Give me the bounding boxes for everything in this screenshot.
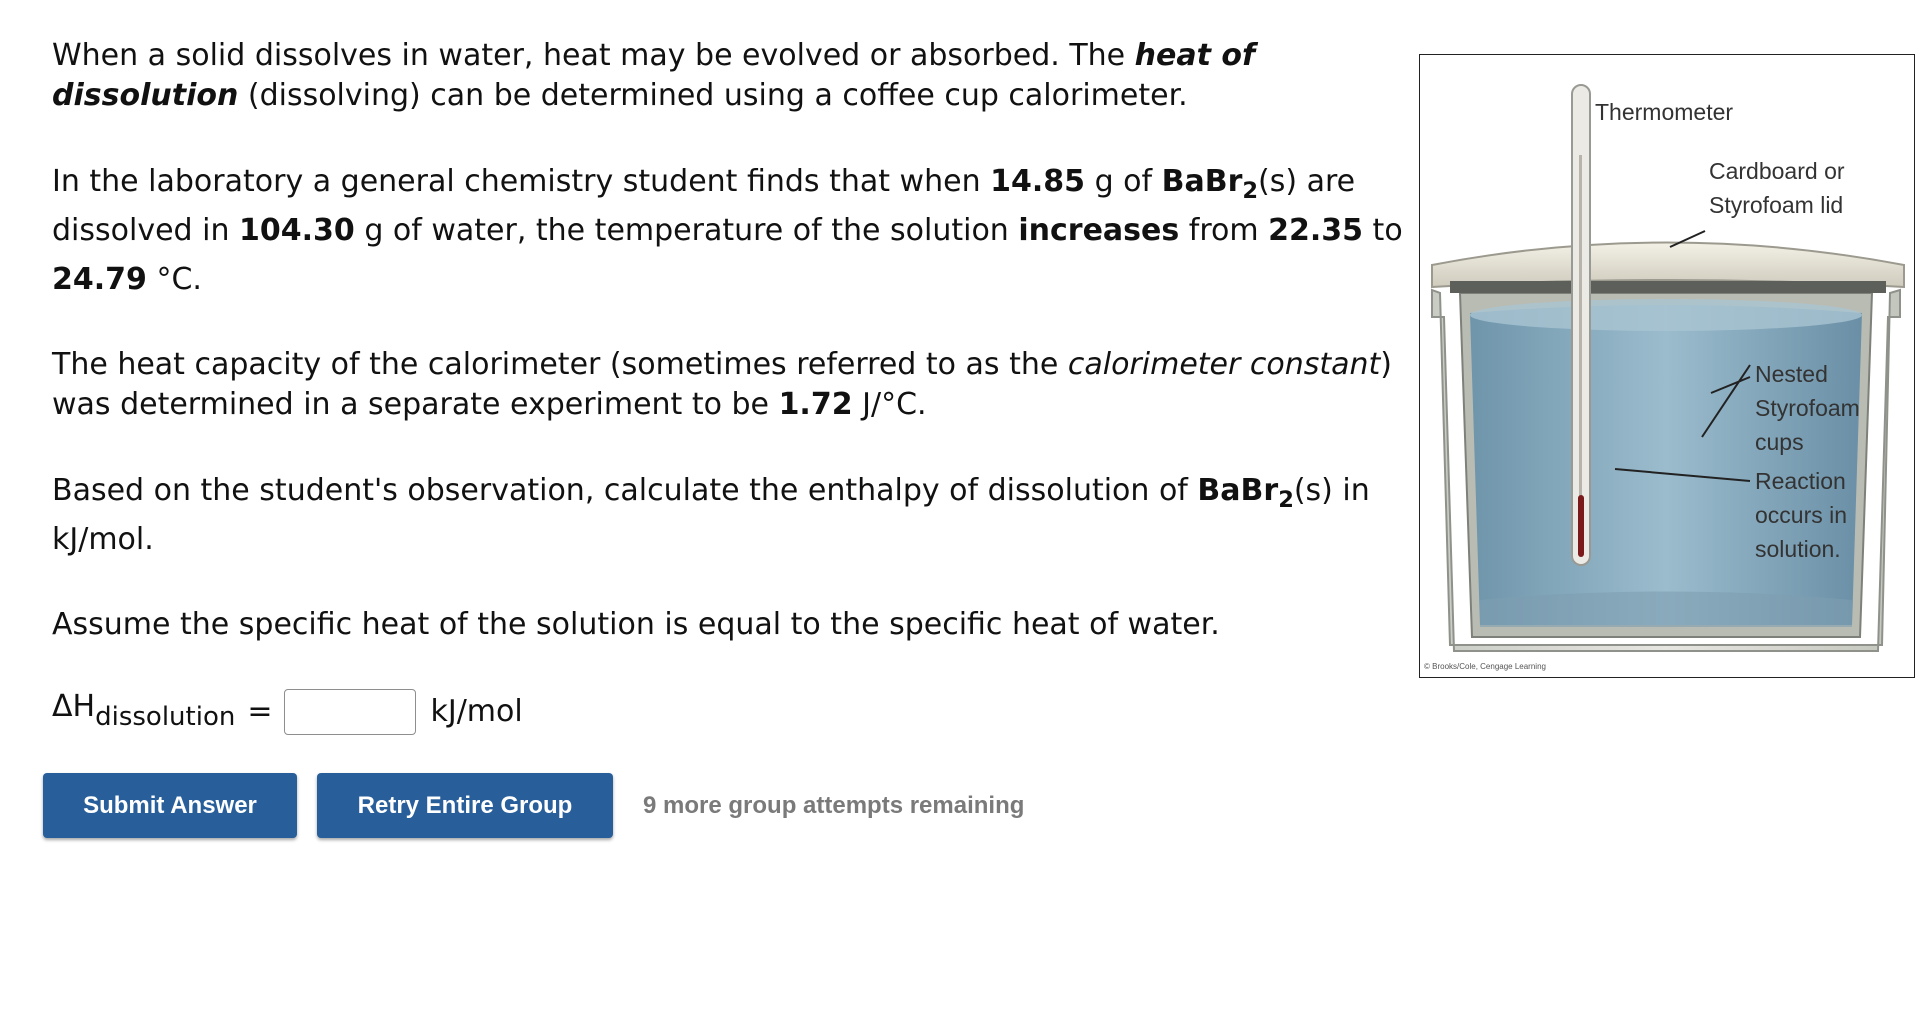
attempts-remaining: 9 more group attempts remaining [643,791,1025,819]
calorimeter-constant-term: calorimeter constant [1067,347,1381,382]
question-paragraph: Based on the student's observation, calculate the enthalpy of dissolution of BaBr$_2$(s) in kJ/mol. [52,473,1370,557]
answer-units: kJ/mol [430,694,523,730]
water-mass: 104.30 [239,213,355,248]
action-bar [43,773,1024,838]
cups-label: Nested Styrofoam cups [1755,361,1860,455]
solid-mass: 14.85 [990,164,1086,199]
enthalpy-answer-input[interactable] [284,689,416,735]
thermometer-bulb [1578,495,1584,557]
submit-answer-button[interactable]: Submit Answer [43,773,297,838]
final-temperature: 24.79 [52,262,147,297]
intro-paragraph: When a solid dissolves in water, heat may be evolved or absorbed. The heat of dissolution (dissolving) can be determined using a coffee cup calorimeter. [52,38,1256,113]
problem-text [52,36,1412,737]
calorimeter-figure [1419,54,1915,678]
compound-formula: BaBr$_2$ [1161,164,1259,204]
calorimeter-constant-paragraph: The heat capacity of the calorimeter (sometimes referred to as the calorimeter constant) was determined in a separate experiment to be 1.72 J/°C. [52,347,1392,422]
thermometer-label: Thermometer [1595,99,1734,125]
assumption-paragraph: Assume the specific heat of the solution is equal to the specific heat of water. [52,607,1220,642]
enthalpy-label: ΔHdissolution [52,689,236,733]
calorimeter-constant-value: 1.72 [778,387,853,422]
reaction-label: Reaction occurs in solution. [1755,468,1848,562]
image-credit: © Brooks/Cole, Cengage Learning [1424,662,1546,671]
lid-label: Cardboard or Styrofoam lid [1709,158,1845,218]
answer-row [52,687,1412,737]
equals-sign: = [247,694,273,730]
retry-entire-group-button[interactable]: Retry Entire Group [317,773,613,838]
temperature-direction: increases [1018,213,1180,248]
lid [1432,243,1904,288]
observation-paragraph: In the laboratory a general chemistry student finds that when 14.85 g of BaBr$_2$(s) are dissolved in 104.30 g of water, the temperature of the solution increases from 22.35 to 24.79 °C. [52,164,1403,297]
question-compound: BaBr$_2$ [1197,473,1294,513]
initial-temperature: 22.35 [1268,213,1364,248]
heat-of-dissolution-term: heat of dissolution [52,38,1256,113]
